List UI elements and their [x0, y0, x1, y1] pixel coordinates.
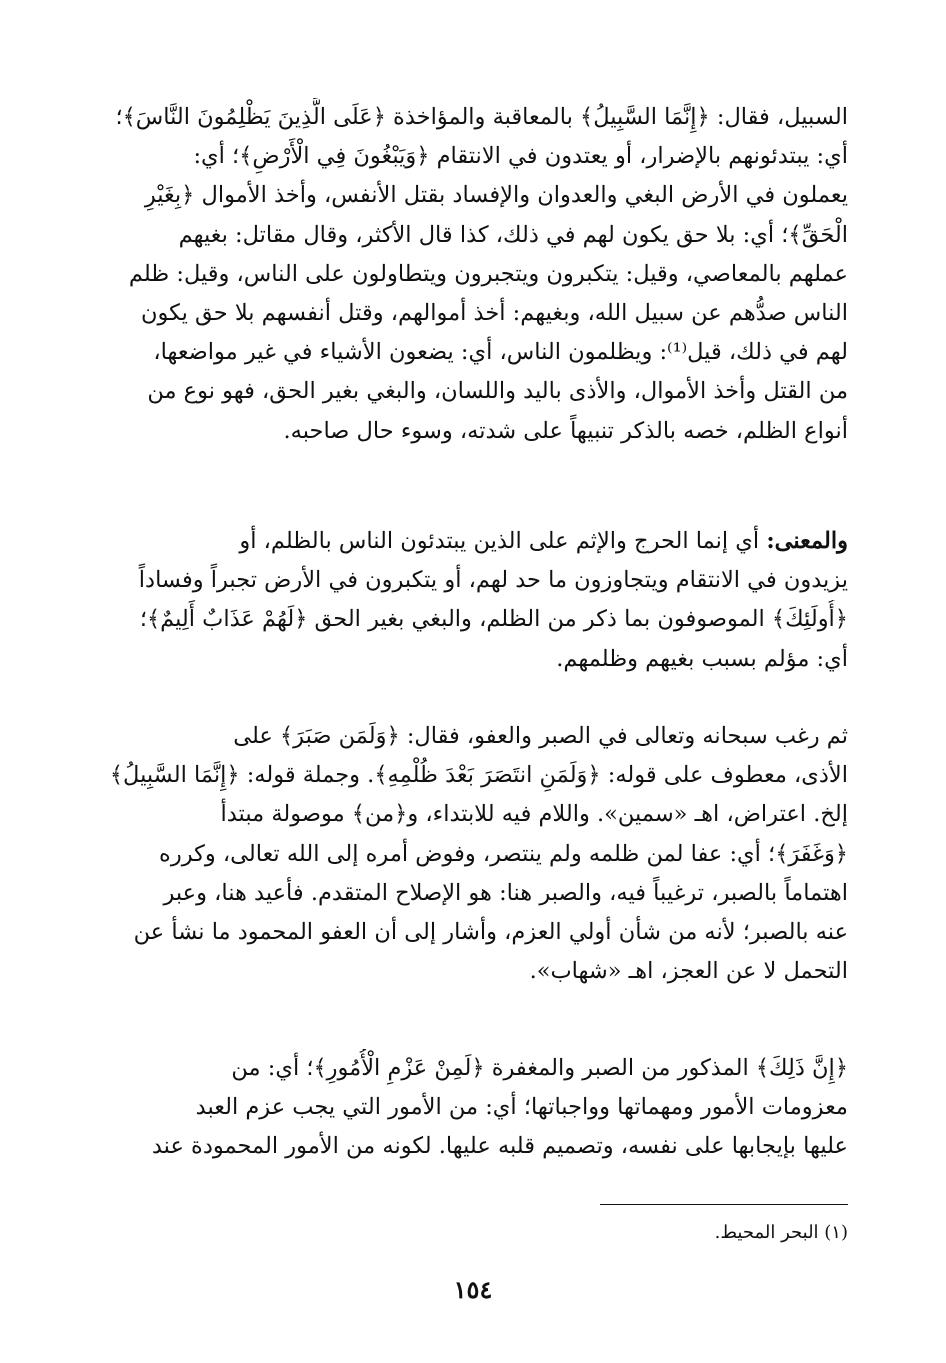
page-number: ١٥٤	[453, 1275, 493, 1304]
text-line: الْحَقِّ﴾؛ أي: بلا حق يكون لهم في ذلك، كذا قال الأكثر، وقال مقاتل: بغيهم	[178, 221, 848, 248]
text-line: السبيل، فقال: ﴿إِنَّمَا السَّبِيلُ﴾ بالمعاقبة والمؤاخذة ﴿عَلَى الَّذِينَ يَظْلِمُونَ النَّاسَ﴾؛	[115, 104, 848, 130]
text-line: لهم في ذلك، قيل⁽¹⁾: ويظلمون الناس، أي: يضعون الأشياء في غير مواضعها،	[153, 339, 848, 366]
footnote: (١) البحر المحيط.	[714, 1222, 848, 1243]
paragraph-2	[78, 522, 848, 679]
text-line: عليها بإيجابها على نفسه، وتصميم قلبه عليها. لكونه من الأمور المحمودة عند	[151, 1133, 848, 1160]
text-line: أي: مؤلم بسبب بغيهم وظلمهم.	[556, 645, 848, 672]
text-line: عنه بالصبر؛ لأنه من شأن أولي العزم، وأشار إلى أن العفو المحمود ما نشأ عن	[133, 919, 848, 946]
text-line: إلخ. اعتراض، اهـ «سمين». واللام فيه للابتداء، و﴿من﴾ موصولة مبتدأ	[220, 801, 848, 828]
text-line: الأذى، معطوف على قوله: ﴿وَلَمَنِ انتَصَرَ بَعْدَ ظُلْمِهِ﴾. وجملة قوله: ﴿إِنَّمَا السَّبِيلُ﴾	[109, 762, 848, 789]
text-line: اهتماماً بالصبر، ترغيباً فيه، والصبر هنا: هو الإصلاح المتقدم. فأعيد هنا، وعبر	[163, 879, 848, 906]
paragraph-lead-word: والمعنى:	[766, 528, 848, 554]
text-line: يعملون في الأرض البغي والعدوان والإفساد بقتل الأنفس، وأخذ الأموال ﴿بِغَيْرِ	[144, 182, 848, 209]
text-line: ﴿إِنَّ ذَلِكَ﴾ المذكور من الصبر والمغفرة ﴿لَمِنْ عَزْمِ الْأُمُورِ﴾؛ أي: من	[231, 1055, 848, 1081]
text-line-with-lead	[78, 522, 848, 561]
text-line: أي: يبتدئونهم بالإضرار، أو يعتدون في الانتقام ﴿وَيَبْغُونَ فِي الْأَرْضِ﴾؛ أي:	[193, 143, 848, 170]
text-line: من القتل وأخذ الأموال، والأذى باليد واللسان، والبغي بغير الحق، فهو نوع من	[147, 378, 848, 405]
text-segment: أي إنما الحرج والإثم على الذين يبتدئون الناس بالظلم، أو	[239, 528, 767, 554]
text-line: عملهم بالمعاصي، وقيل: يتكبرون ويتجبرون ويتطاولون على الناس، وقيل: ظلم	[128, 260, 848, 287]
footnote-separator	[600, 1204, 848, 1205]
text-line: أنواع الظلم، خصه بالذكر تنبيهاً على شدته، وسوء حال صاحبه.	[283, 417, 848, 444]
text-line: معزومات الأمور ومهماتها وواجباتها؛ أي: من الأمور التي يجب عزم العبد	[195, 1094, 848, 1121]
paragraph-3	[78, 717, 848, 991]
text-line: التحمل لا عن العجز، اهـ «شهاب».	[529, 958, 848, 985]
text-line: ﴿وَغَفَرَ﴾؛ أي: عفا لمن ظلمه ولم ينتصر، وفوض أمره إلى الله تعالى، وكرره	[159, 840, 848, 867]
paragraph-1	[78, 98, 848, 451]
paragraph-4	[78, 1049, 848, 1167]
text-line: ثم رغب سبحانه وتعالى في الصبر والعفو، فقال: ﴿وَلَمَن صَبَرَ﴾ على	[233, 723, 848, 749]
text-line: ﴿أُولَئِكَ﴾ الموصوفون بما ذكر من الظلم، والبغي بغير الحق ﴿لَهُمْ عَذَابٌ أَلِيمٌ﴾؛	[139, 606, 848, 633]
text-line: يزيدون في الانتقام ويتجاوزون ما حد لهم، أو يتكبرون في الأرض تجبراً وفساداً	[138, 567, 848, 594]
text-line: الناس صدُّهم عن سبيل الله، وبغيهم: أخذ أموالهم، وقتل أنفسهم بلا حق يكون	[141, 300, 848, 327]
